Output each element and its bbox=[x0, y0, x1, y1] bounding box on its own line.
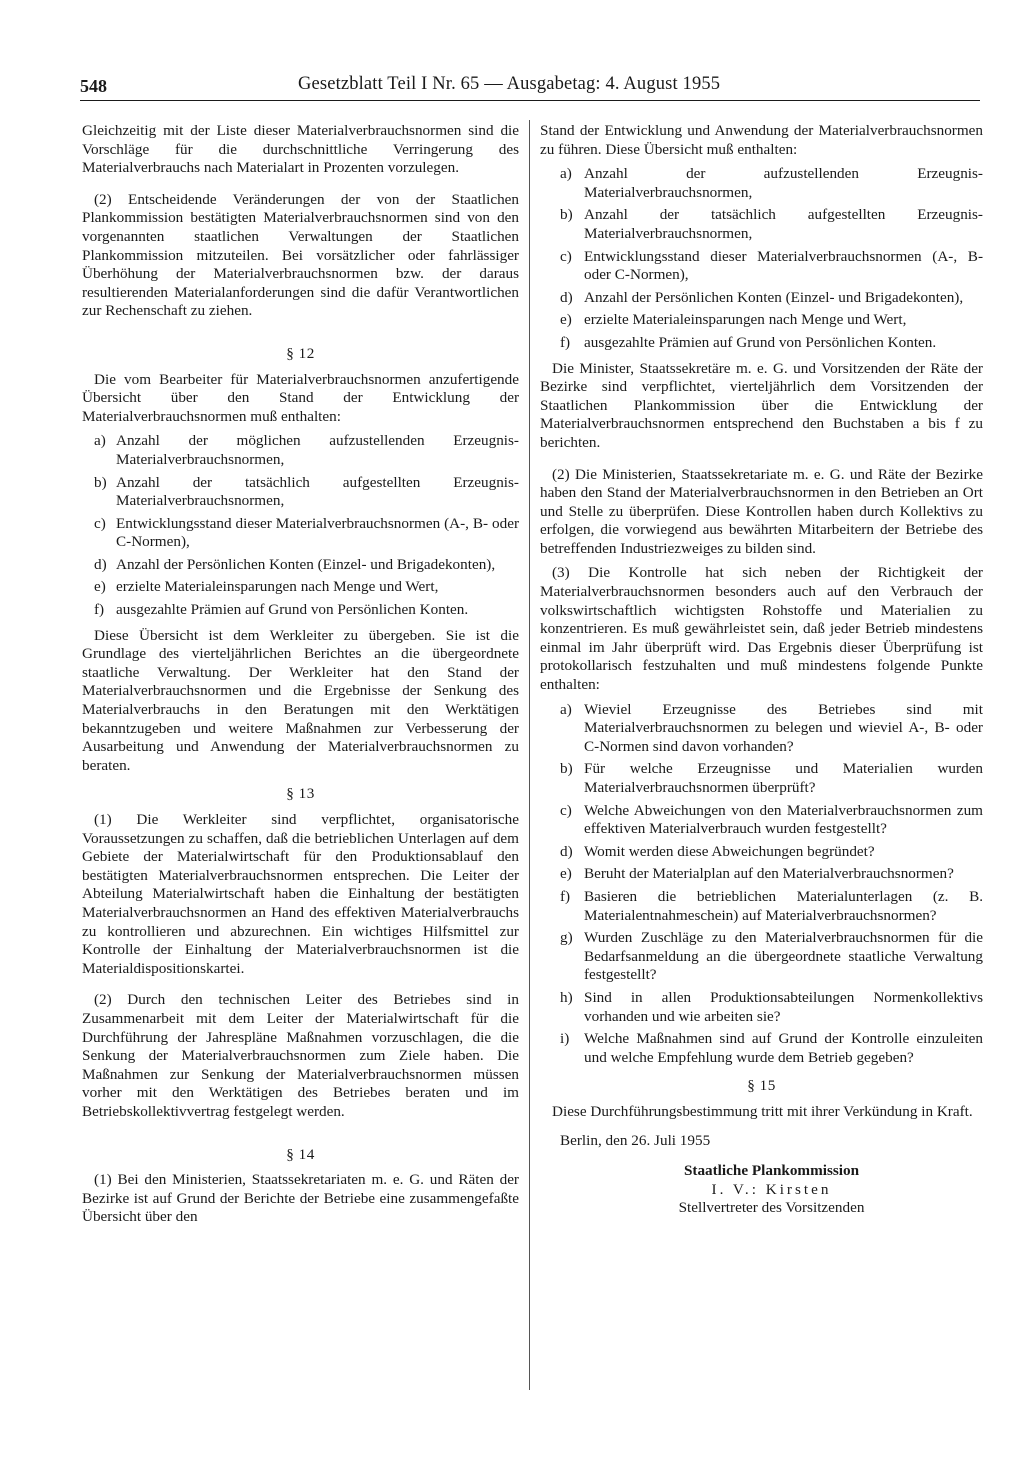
list-item: b) Für welche Erzeugnisse und Materialien wurden Materialverbrauchsnormen überprüft? bbox=[560, 760, 983, 796]
list-item: c) Entwicklungsstand dieser Materialverbrauchsnormen (A-, B- oder C-Normen), bbox=[560, 247, 983, 284]
signature-role: Stellvertreter des Vorsitzenden bbox=[678, 1199, 865, 1217]
section-heading-15: § 15 bbox=[747, 1077, 776, 1095]
paragraph-left-1: Gleichzeitig mit der Liste dieser Materialverbrauchsnormen sind die Vorschläge für die durchschnittliche Verringerung des Materialverbrauchs nach Materialart in Prozenten vorzulegen. bbox=[82, 122, 519, 177]
list-item: d) Anzahl der Persönlichen Konten (Einzel- und Brigadekonten), bbox=[94, 555, 496, 573]
list-item: h) Sind in allen Produktionsabteilungen Normenkollektivs vorhanden und wie arbeiten sie? bbox=[560, 988, 983, 1025]
signature-block bbox=[540, 1132, 983, 1218]
list-section-14 bbox=[540, 165, 983, 352]
list-item: a) Anzahl der aufzustellenden Erzeugnis-Materialverbrauchsnormen, bbox=[560, 165, 983, 201]
list-item: e) Beruht der Materialplan auf den Materialverbrauchsnormen? bbox=[560, 865, 954, 883]
list-item: g) Wurden Zuschläge zu den Materialverbrauchsnormen für die Bedarfsanmeldung an die übergeordnete staatliche Verwaltung festgestellt? bbox=[560, 929, 983, 984]
list-item: f) ausgezahlte Prämien auf Grund von Persönlichen Konten. bbox=[560, 333, 937, 351]
list-item: c) Entwicklungsstand dieser Materialverbrauchsnormen (A-, B- oder C-Normen), bbox=[94, 514, 519, 551]
paragraph-section-13-1: (1) Die Werkleiter sind verpflichtet, organisatorische Voraussetzungen zu schaffen, daß die betrieblichen Unterlagen auf dem Gebiete der Materialwirtschaft für den Produktionsablauf den bestätigten Materialverbrauchsnormen entsprechen. Die Leiter der Abteilung Materialwirtschaft haben die Einhaltung der bestätigten Materialverbrauchsnormen an Hand des effektiven Materialverbrauchs zu kontrollieren und abzurechnen. Ein wichtiges Hilfsmittel zur Kontrolle der Einhaltung der Materialverbrauchsnormen ist die Materialdispositionskartei. bbox=[82, 811, 519, 977]
page-header bbox=[80, 72, 980, 101]
right-column bbox=[540, 122, 983, 1218]
section-heading-14: § 14 bbox=[286, 1145, 315, 1163]
paragraph-right-1: Stand der Entwicklung und Anwendung der Materialverbrauchsnormen zu führen. Diese Übersicht muß enthalten: bbox=[540, 122, 983, 158]
section-heading-13: § 13 bbox=[286, 785, 315, 803]
list-item: b) Anzahl der tatsächlich aufgestellten Erzeugnis-Materialverbrauchsnormen, bbox=[94, 473, 519, 510]
list-item: e) erzielte Materialeinsparungen nach Menge und Wert, bbox=[94, 578, 439, 596]
paragraph-right-3: (2) Die Ministerien, Staatssekretariate m. e. G. und Räte der Bezirke haben den Stand der Materialverbrauchsnormen in den Betrieben an Ort und Stelle zu überprüfen. Diese Kontrollen haben durch Kollektivs zu erfolgen, die vorwiegend aus bewährten Mitarbeitern der Betriebe des betreffenden Industriezweiges zu bilden sind. bbox=[540, 465, 983, 557]
list-item: d) Anzahl der Persönlichen Konten (Einzel- und Brigadekonten), bbox=[560, 288, 964, 306]
running-title: Gesetzblatt Teil I Nr. 65 — Ausgabetag: 4. August 1955 bbox=[298, 74, 721, 94]
list-item: a) Wieviel Erzeugnisse des Betriebes sind mit Materialverbrauchsnormen zu belegen und wieviel A-, B- oder C-Normen sind davon vorhanden? bbox=[560, 700, 983, 755]
column-divider bbox=[529, 120, 530, 1390]
paragraph-section-12: Die vom Bearbeiter für Materialverbrauchsnormen anzufertigende Übersicht über den Stand der Entwicklung der Materialverbrauchsnormen muß enthalten: bbox=[82, 370, 519, 425]
paragraph-section-12-b: Diese Übersicht ist dem Werkleiter zu übergeben. Sie ist die Grundlage des vierteljährlichen Berichtes an die übergeordnete staatliche Verwaltung. Der Werkleiter hat den Stand der Materialverbrauchsnormen und die Ergebnisse der Senkung des Materialverbrauchs in den Beratungen mit den Werktätigen bekanntzugeben und weitere Maßnahmen zur Verbesserung der Ausarbeitung und Anwendung der Materialverbrauchsnormen zu beraten. bbox=[82, 626, 519, 774]
list-section-12 bbox=[82, 432, 519, 619]
signature-organization: Staatliche Plankommission bbox=[683, 1162, 860, 1180]
paragraph-section-14-1: (1) Bei den Ministerien, Staatssekretariaten m. e. G. und Räten der Bezirke ist auf Grund der Berichte der Betriebe eine zusammengefaßte Übersicht über den bbox=[82, 1171, 519, 1226]
paragraph-section-13-2: (2) Durch den technischen Leiter des Betriebes sind in Zusammenarbeit mit dem Leiter der Materialwirtschaft für die Durchführung der Jahrespläne Maßnahmen vorzuschlagen, die die Senkung der Materialverbrauchsnormen zum Ziele haben. Die Maßnahmen zur Senkung der Materialverbrauchsnormen müssen vorher mit den Werktätigen des Betriebes beraten und im Betriebskollektivvertrag festgelegt werden. bbox=[82, 991, 519, 1120]
list-item: b) Anzahl der tatsächlich aufgestellten Erzeugnis-Materialverbrauchsnormen, bbox=[560, 206, 983, 242]
list-item: f) ausgezahlte Prämien auf Grund von Persönlichen Konten. bbox=[94, 601, 469, 619]
page-number: 548 bbox=[80, 76, 107, 96]
list-item: f) Basieren die betrieblichen Materialunterlagen (z. B. Materialentnahmeschein) auf Materialverbrauchsnormen? bbox=[560, 887, 983, 924]
list-control-points bbox=[540, 701, 983, 1068]
paragraph-section-15: Diese Durchführungsbestimmung tritt mit ihrer Verkündung in Kraft. bbox=[552, 1102, 973, 1120]
paragraph-right-2: Die Minister, Staatssekretäre m. e. G. und Vorsitzenden der Räte der Bezirke sind verpflichtet, vierteljährlich dem Vorsitzenden der Staatlichen Plankommission über die Entwicklung der Materialverbrauchsnormen entsprechend den Buchstaben a bis f zu berichten. bbox=[540, 359, 983, 451]
list-item: e) erzielte Materialeinsparungen nach Menge und Wert, bbox=[560, 311, 907, 329]
paragraph-left-2: (2) Entscheidende Veränderungen der von der Staatlichen Plankommission bestätigten Materialverbrauchsnormen sind von den vorgenannten staatlichen Verwaltungen der Staatlichen Plankommission mitzuteilen. Bei vorsätzlicher oder fahrlässiger Überhöhung der Materialverbrauchsnormen bzw. der daraus resultierenden Materialanforderungen sind die dafür Verantwortlichen zur Rechenschaft zu ziehen. bbox=[82, 190, 519, 320]
paragraph-right-4: (3) Die Kontrolle hat sich neben der Richtigkeit der Materialverbrauchsnormen besonders auch auf den Verbrauch der volkswirtschaftlich wichtigsten Rohstoffe und Materialien zu konzentrieren. Es muß gewährleistet sein, daß jeder Betrieb mindestens einmal im Jahr überprüft wird. Das Ergebnis dieser Überprüfung ist protokollarisch festzuhalten und muß mindestens folgende Punkte enthalten: bbox=[540, 564, 983, 694]
section-heading-12: § 12 bbox=[286, 344, 315, 362]
list-item: a) Anzahl der möglichen aufzustellenden Erzeugnis-Materialverbrauchsnormen, bbox=[94, 432, 519, 468]
list-item: d) Womit werden diese Abweichungen begründet? bbox=[560, 842, 875, 860]
signature-date: Berlin, den 26. Juli 1955 bbox=[560, 1131, 711, 1149]
signature-signer: I. V.: Kirsten bbox=[711, 1180, 832, 1198]
left-column bbox=[82, 122, 519, 1227]
list-item: c) Welche Abweichungen von den Materialverbrauchsnormen zum effektiven Materialverbrauch wurden festgestellt? bbox=[560, 801, 983, 838]
list-item: i) Welche Maßnahmen sind auf Grund der Kontrolle einzuleiten und welche Empfehlung wurde dem Betrieb gegeben? bbox=[560, 1030, 983, 1066]
